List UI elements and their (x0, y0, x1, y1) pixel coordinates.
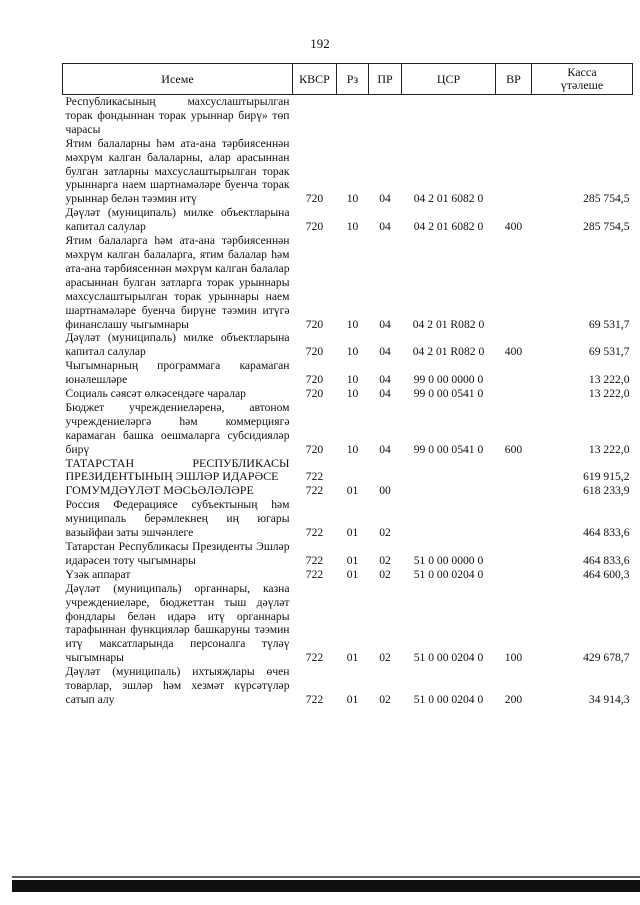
cell-vr (496, 95, 532, 137)
cell-rz: 10 (346, 442, 359, 456)
cell-kvsr: 722 (305, 470, 324, 484)
cell-amount: 285 754,5 (583, 220, 630, 234)
cell-name: Россия Федерациясе субъектының һәм муниципаль берәмлекнең иң югары вазыйфаи заты эшчәнлеге (65, 498, 290, 540)
cell-name: Социаль сәясәт өлкәсендәге чаралар (65, 387, 246, 401)
cell-csr: 51 0 00 0204 0 (413, 567, 484, 581)
cell-name: ТАТАРСТАН РЕСПУБЛИКАСЫ ПРЕЗИДЕНТЫНЫҢ ЭШЛӘР ИДАРӘСЕ (65, 455, 290, 484)
cell-pr: 02 (379, 567, 391, 581)
cell-vr (496, 387, 532, 401)
cell-pr: 02 (379, 553, 391, 567)
cell-pr: 04 (379, 345, 391, 359)
cell-name: Республикасының махсуслаштырылган торак фондыннан торак урыннар бирү» төп чарасы (65, 95, 290, 136)
cell-vr (496, 498, 532, 540)
cell-amount: 464 833,6 (583, 526, 630, 540)
cell-pr: 04 (379, 317, 391, 331)
col-header-kassa-line1: Касса (567, 65, 597, 79)
cell-vr (496, 137, 532, 207)
cell-rz: 10 (346, 220, 359, 234)
cell-kvsr (293, 95, 337, 137)
cell-kvsr: 722 (305, 692, 324, 706)
cell-rz: 01 (346, 651, 359, 665)
col-header-rz: Рз (337, 64, 369, 95)
table-row (63, 95, 633, 137)
cell-pr: 04 (379, 220, 391, 234)
cell-name: Дәүләт (муниципаль) ихтыяҗлары өчен товарлар, эшләр һәм хезмәт күрсәтүләр сатып алу (65, 665, 290, 706)
table-row (63, 401, 633, 457)
budget-table (62, 63, 633, 707)
cell-amount: 13 222,0 (588, 387, 630, 401)
table-row (63, 568, 633, 582)
cell-name: Үзәк аппарат (65, 567, 131, 581)
col-header-pr: ПР (369, 64, 402, 95)
cell-pr: 02 (379, 651, 391, 665)
cell-name: Татарстан Республикасы Президенты Эшләр идарәсен тоту чыгымнары (65, 540, 290, 567)
cell-vr: 200 (504, 692, 523, 706)
table-row (63, 665, 633, 707)
cell-amount: 69 531,7 (588, 317, 630, 331)
cell-kvsr: 722 (305, 484, 324, 498)
cell-rz (337, 457, 369, 485)
cell-amount: 464 600,3 (583, 567, 630, 581)
cell-vr: 400 (504, 345, 523, 359)
table-row (63, 387, 633, 401)
table-row (63, 457, 633, 485)
page-number: 192 (310, 36, 330, 51)
col-header-kassa (532, 64, 633, 95)
cell-csr: 04 2 01 6082 0 (413, 220, 484, 234)
cell-rz: 10 (346, 387, 359, 401)
cell-kvsr: 720 (305, 387, 324, 401)
cell-kvsr: 720 (305, 373, 324, 387)
table-row (63, 359, 633, 387)
cell-rz: 10 (346, 373, 359, 387)
cell-name: Дәүләт (муниципаль) милке объектларына капитал салулар (65, 206, 290, 234)
cell-csr: 99 0 00 0000 0 (413, 373, 484, 387)
col-header-csr: ЦСР (402, 64, 496, 95)
cell-vr (496, 359, 532, 387)
cell-name: Ятим балаларны һәм ата-ана тәрбиясеннән мәхрүм калган балаларны, алар арасыннан булган затларны махсуслаштырылган торак урыннарга наем шартнамәләре буенча торак урыннар белән тәэмин итү (65, 136, 290, 206)
cell-name: ГОМУМДӘҮЛӘТ МӘСЬӘЛӘЛӘРЕ (65, 483, 254, 498)
cell-kvsr: 720 (305, 345, 324, 359)
cell-csr (402, 457, 496, 485)
cell-vr (496, 568, 532, 582)
cell-pr (369, 95, 402, 137)
cell-csr: 04 2 01 R082 0 (412, 345, 485, 359)
cell-name: Дәүләт (муниципаль) милке объектларына капитал салулар (65, 331, 290, 359)
cell-pr: 04 (379, 442, 391, 456)
table-row (63, 582, 633, 665)
cell-rz: 10 (346, 317, 359, 331)
cell-vr (496, 540, 532, 568)
table-row (63, 234, 633, 331)
cell-amount: 464 833,6 (583, 553, 630, 567)
cell-amount: 13 222,0 (588, 442, 630, 456)
cell-rz: 01 (346, 526, 359, 540)
cell-vr: 600 (504, 442, 523, 456)
cell-kvsr: 722 (305, 526, 324, 540)
header-row (63, 64, 633, 95)
cell-rz: 01 (346, 692, 359, 706)
col-header-kvsr: КВСР (293, 64, 337, 95)
cell-pr: 04 (379, 373, 391, 387)
col-header-name: Исеме (63, 64, 293, 95)
cell-csr: 04 2 01 6082 0 (413, 192, 484, 206)
cell-pr (369, 457, 402, 485)
table-row (63, 540, 633, 568)
cell-name: Ятим балаларга һәм ата-ана тәрбиясеннән мәхрүм калган балаларга, ятим балалар һәм ата-ана тәрбиясеннән мәхрүм калган балалар арасыннан булган затларга торак урыннары махсуслаштырылган торак урыннары наем шартнамәләре буенча бирүне тәэмин итүгә финанслашу чыгымнары (65, 234, 290, 331)
cell-pr: 04 (379, 387, 391, 401)
cell-pr: 02 (379, 692, 391, 706)
cell-name: Чыгымнарның программага карамаган юнәлешләре (65, 359, 290, 387)
cell-kvsr: 720 (305, 442, 324, 456)
cell-rz: 01 (346, 484, 359, 498)
col-header-kassa-line2: үтәлеше (560, 78, 604, 92)
cell-rz: 10 (346, 192, 359, 206)
cell-amount: 34 914,3 (588, 692, 630, 706)
cell-rz (337, 95, 369, 137)
table-row (63, 206, 633, 234)
cell-csr (402, 484, 496, 498)
cell-vr (496, 234, 532, 331)
cell-amount: 429 678,7 (583, 651, 630, 665)
cell-kvsr: 720 (305, 192, 324, 206)
cell-csr (402, 498, 496, 540)
table-row (63, 498, 633, 540)
cell-kvsr: 720 (305, 317, 324, 331)
cell-csr: 51 0 00 0000 0 (413, 553, 484, 567)
cell-vr: 100 (504, 651, 523, 665)
cell-csr: 99 0 00 0541 0 (413, 387, 484, 401)
cell-pr: 00 (379, 484, 391, 498)
cell-rz: 01 (346, 567, 359, 581)
cell-amount: 13 222,0 (588, 373, 630, 387)
cell-amount: 285 754,5 (583, 192, 630, 206)
cell-amount: 619 915,2 (583, 470, 630, 484)
cell-csr (402, 95, 496, 137)
cell-amount (532, 95, 633, 137)
cell-csr: 51 0 00 0204 0 (413, 692, 484, 706)
cell-kvsr: 720 (305, 220, 324, 234)
cell-vr (496, 484, 532, 498)
cell-kvsr: 722 (305, 553, 324, 567)
cell-csr: 51 0 00 0204 0 (413, 651, 484, 665)
cell-name: Бюджет учреждениеләренә, автоном учреждениеләргә һәм коммерциягә карамаган башка оешмаларга субсидияләр бирү (65, 400, 290, 456)
cell-pr: 04 (379, 192, 391, 206)
cell-vr (496, 457, 532, 485)
table-row (63, 331, 633, 359)
cell-csr: 99 0 00 0541 0 (413, 442, 484, 456)
table-row (63, 484, 633, 498)
cell-vr: 400 (504, 220, 523, 234)
cell-kvsr: 722 (305, 651, 324, 665)
cell-rz: 01 (346, 553, 359, 567)
cell-pr: 02 (379, 526, 391, 540)
cell-amount: 69 531,7 (588, 345, 630, 359)
scan-edge-line (12, 876, 640, 878)
cell-kvsr: 722 (305, 567, 324, 581)
col-header-vr: ВР (496, 64, 532, 95)
scan-edge-bar (12, 880, 640, 892)
cell-amount: 618 233,9 (583, 484, 630, 498)
cell-rz: 10 (346, 345, 359, 359)
cell-csr: 04 2 01 R082 0 (412, 317, 485, 331)
table-row (63, 137, 633, 207)
cell-name: Дәүләт (муниципаль) органнары, казна учреждениеләре, бюджеттан тыш дәүләт фондлары белән идарә итү органнары тарафыннан функцияләр башкаруны тәэмин итү максатларында персоналга түләү чыгымнары (65, 581, 290, 665)
